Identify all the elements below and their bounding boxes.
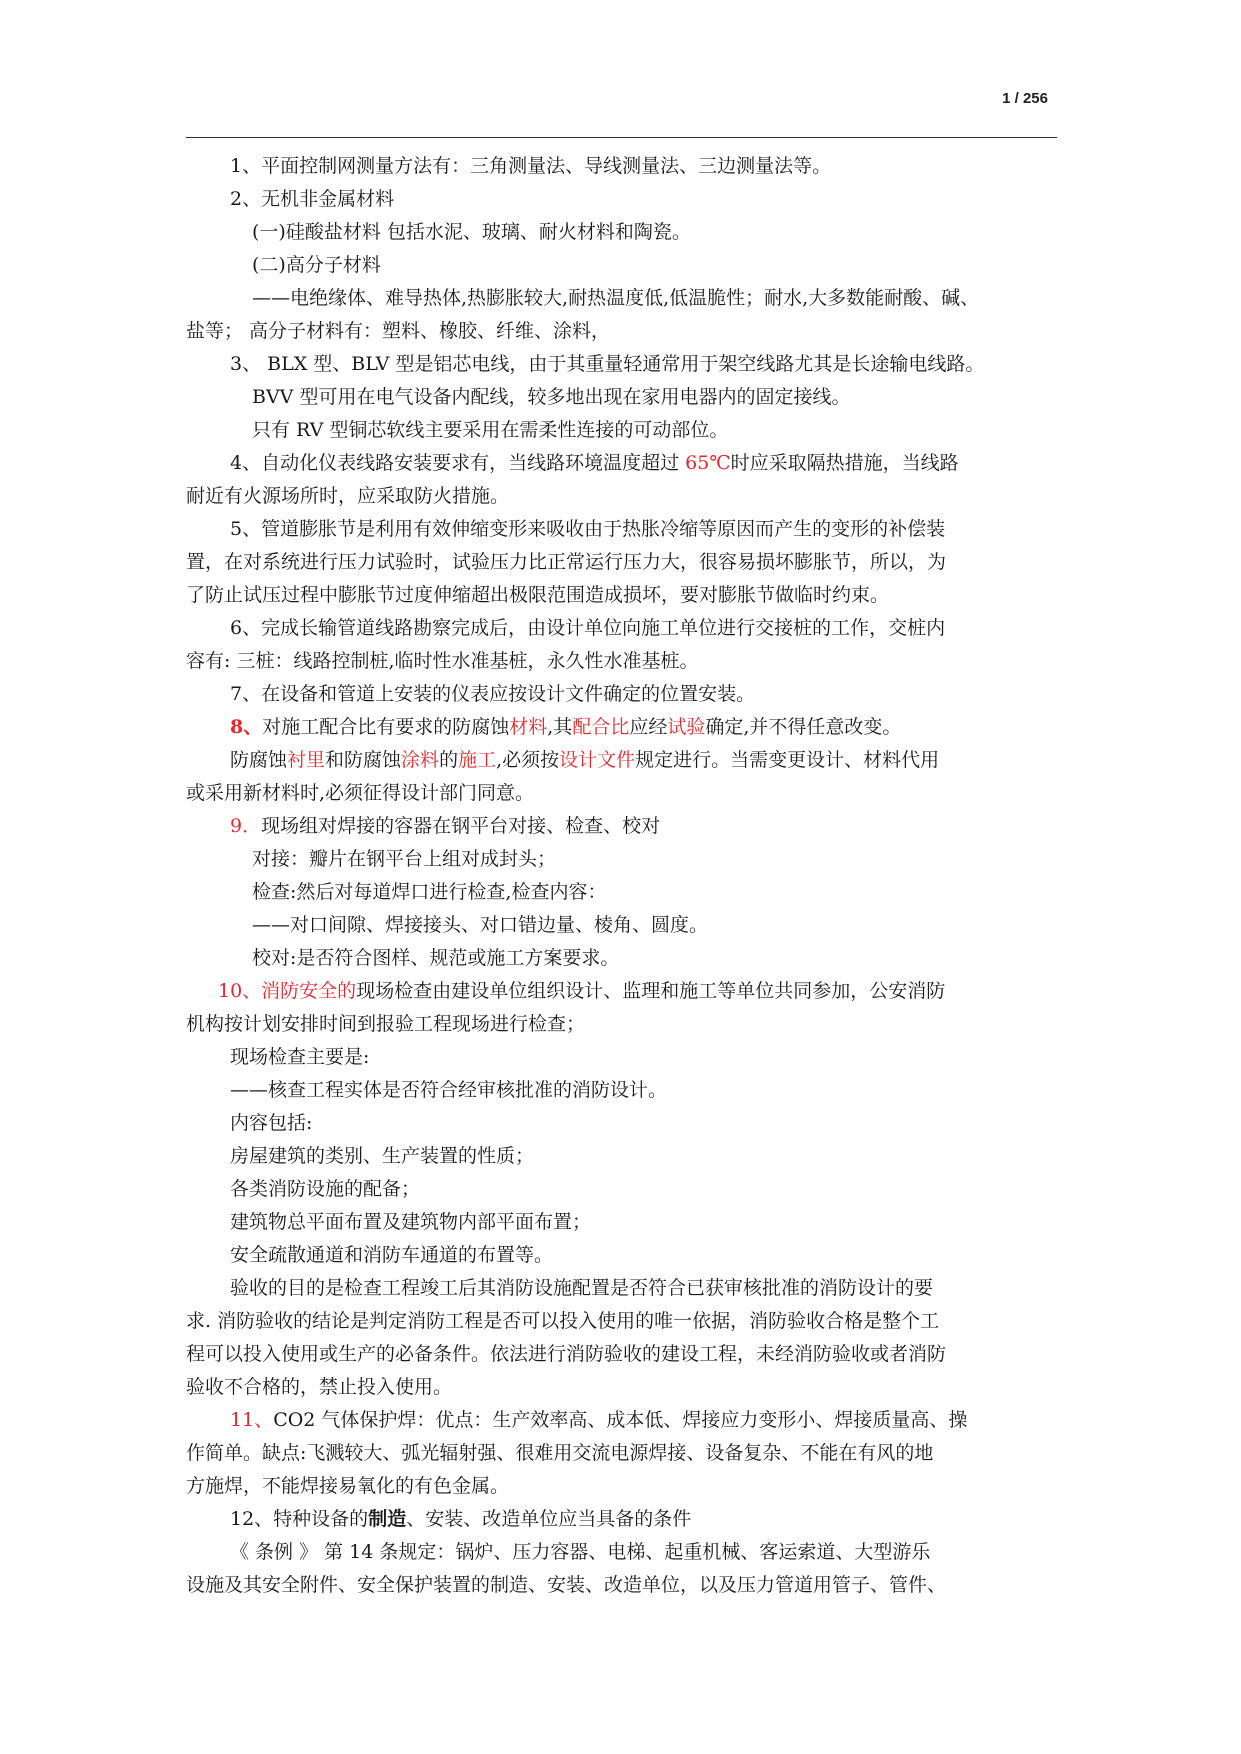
text-line: 耐近有火源场所时，应采取防火措施。	[186, 485, 510, 507]
text-line: 防腐蚀衬里和防腐蚀涂料的施工,必须按设计文件规定进行。当需变更设计、材料代用	[230, 749, 940, 771]
item-number: 8、	[230, 716, 263, 738]
text-line: (二)高分子材料	[252, 254, 381, 276]
text-line: 6、完成长输管道线路勘察完成后，由设计单位向施工单位进行交接桩的工作，交桩内	[230, 617, 946, 639]
highlight-text: 设计文件	[559, 749, 636, 771]
highlight-text: 衬里	[287, 749, 326, 771]
highlight-text: 材料	[509, 716, 548, 738]
text-line: 方施焊，不能焊接易氧化的有色金属。	[186, 1475, 510, 1497]
text-line: 置，在对系统进行压力试验时，试验压力比正常运行压力大，很容易损坏膨胀节，所以，为	[186, 551, 947, 573]
text-line: 检查:然后对每道焊口进行检查,检查内容：	[252, 881, 607, 903]
text-line: 了防止试压过程中膨胀节过度伸缩超出极限范围造成损坏，要对膨胀节做临时约束。	[186, 584, 890, 606]
text-line: 11、CO2 气体保护焊：优点：生产效率高、成本低、焊接应力变形小、焊接质量高、操	[230, 1409, 968, 1431]
bold-text: 制造	[368, 1508, 407, 1530]
text-line: 9．现场组对焊接的容器在钢平台对接、检查、校对	[230, 815, 661, 837]
text-line: 房屋建筑的类别、生产装置的性质；	[230, 1145, 535, 1167]
text-line: 只有 RV 型铜芯软线主要采用在需柔性连接的可动部位。	[252, 419, 729, 441]
text-line: 建筑物总平面布置及建筑物内部平面布置；	[230, 1211, 592, 1233]
text-line: 各类消防设施的配备；	[230, 1178, 421, 1200]
highlight-text: 涂料	[401, 749, 440, 771]
text-line: ——核查工程实体是否符合经审核批准的消防设计。	[230, 1079, 668, 1101]
text-line: 8、对施工配合比有要求的防腐蚀材料,其配合比应经试验确定,并不得任意改变。	[230, 716, 902, 738]
text-line: 作简单。缺点:飞溅较大、弧光辐射强、很难用交流电源焊接、设备复杂、不能在有风的地	[186, 1442, 934, 1464]
text-line: 《 条例 》 第 14 条规定：锅炉、压力容器、电梯、起重机械、客运索道、大型游乐	[230, 1541, 931, 1563]
text-line: 内容包括:	[230, 1112, 313, 1134]
page-number: 1 / 256	[1002, 90, 1048, 107]
item-number: 11、	[230, 1409, 274, 1431]
text-line: 3、 BLX 型、BLV 型是铝芯电线，由于其重量轻通常用于架空线路尤其是长途输电线路。	[230, 353, 985, 375]
item-number: 9．	[230, 815, 262, 837]
text-line: 10、消防安全的现场检查由建设单位组织设计、监理和施工等单位共同参加，公安消防	[218, 980, 946, 1002]
text-line: 1、平面控制网测量方法有：三角测量法、导线测量法、三边测量法等。	[230, 155, 832, 177]
text-line: 现场检查主要是:	[230, 1046, 370, 1068]
text-line: 程可以投入使用或生产的必备条件。依法进行消防验收的建设工程，未经消防验收或者消防	[186, 1343, 947, 1365]
header-rule	[186, 137, 1057, 138]
text-line: (一)硅酸盐材料 包括水泥、玻璃、耐火材料和陶瓷。	[252, 221, 691, 243]
text-line: 校对:是否符合图样、规范或施工方案要求。	[252, 947, 620, 969]
text-line: 或采用新材料时,必须征得设计部门同意。	[186, 782, 535, 804]
document-body	[186, 150, 1061, 1602]
text-line: ——电绝缘体、难导热体,热膨胀较大,耐热温度低,低温脆性；耐水,大多数能耐酸、碱、	[252, 287, 980, 309]
text-line: 2、无机非金属材料	[230, 188, 395, 210]
highlight-text: 配合比	[572, 716, 630, 738]
highlight-text: 试验	[667, 716, 706, 738]
text-line: 4、自动化仪表线路安装要求有，当线路环境温度超过 65℃时应采取隔热措施，当线路	[230, 452, 959, 474]
text-line: BVV 型可用在电气设备内配线，较多地出现在家用电器内的固定接线。	[252, 386, 851, 408]
text-line: 5、管道膨胀节是利用有效伸缩变形来吸收由于热胀冷缩等原因而产生的变形的补偿装	[230, 518, 946, 540]
highlight-text: 10、消防安全的	[218, 980, 357, 1002]
text-line: 容有: 三桩：线路控制桩,临时性水准基桩，永久性水准基桩。	[186, 650, 699, 672]
text-line: 安全疏散通道和消防车通道的布置等。	[230, 1244, 554, 1266]
text-line: 验收不合格的，禁止投入使用。	[186, 1376, 453, 1398]
text-line: 验收的目的是检查工程竣工后其消防设施配置是否符合已获审核批准的消防设计的要	[230, 1277, 934, 1299]
highlight-text: 65℃	[685, 452, 731, 474]
text-line: 12、特种设备的制造、安装、改造单位应当具备的条件	[230, 1508, 692, 1530]
text-line: 7、在设备和管道上安装的仪表应按设计文件确定的位置安装。	[230, 683, 756, 705]
text-line: 机构按计划安排时间到报验工程现场进行检查；	[186, 1013, 586, 1035]
text-line: 盐等； 高分子材料有：塑料、橡胶、纤维、涂料，	[186, 320, 611, 342]
highlight-text: 施工	[458, 749, 497, 771]
text-line: 求. 消防验收的结论是判定消防工程是否可以投入使用的唯一依据，消防验收合格是整个工	[186, 1310, 940, 1332]
text-line: 对接：瓣片在钢平台上组对成封头；	[252, 848, 557, 870]
text-line: ——对口间隙、焊接接头、对口错边量、棱角、圆度。	[252, 914, 709, 936]
text-line: 设施及其安全附件、安全保护装置的制造、安装、改造单位，以及压力管道用管子、管件、	[186, 1574, 947, 1596]
